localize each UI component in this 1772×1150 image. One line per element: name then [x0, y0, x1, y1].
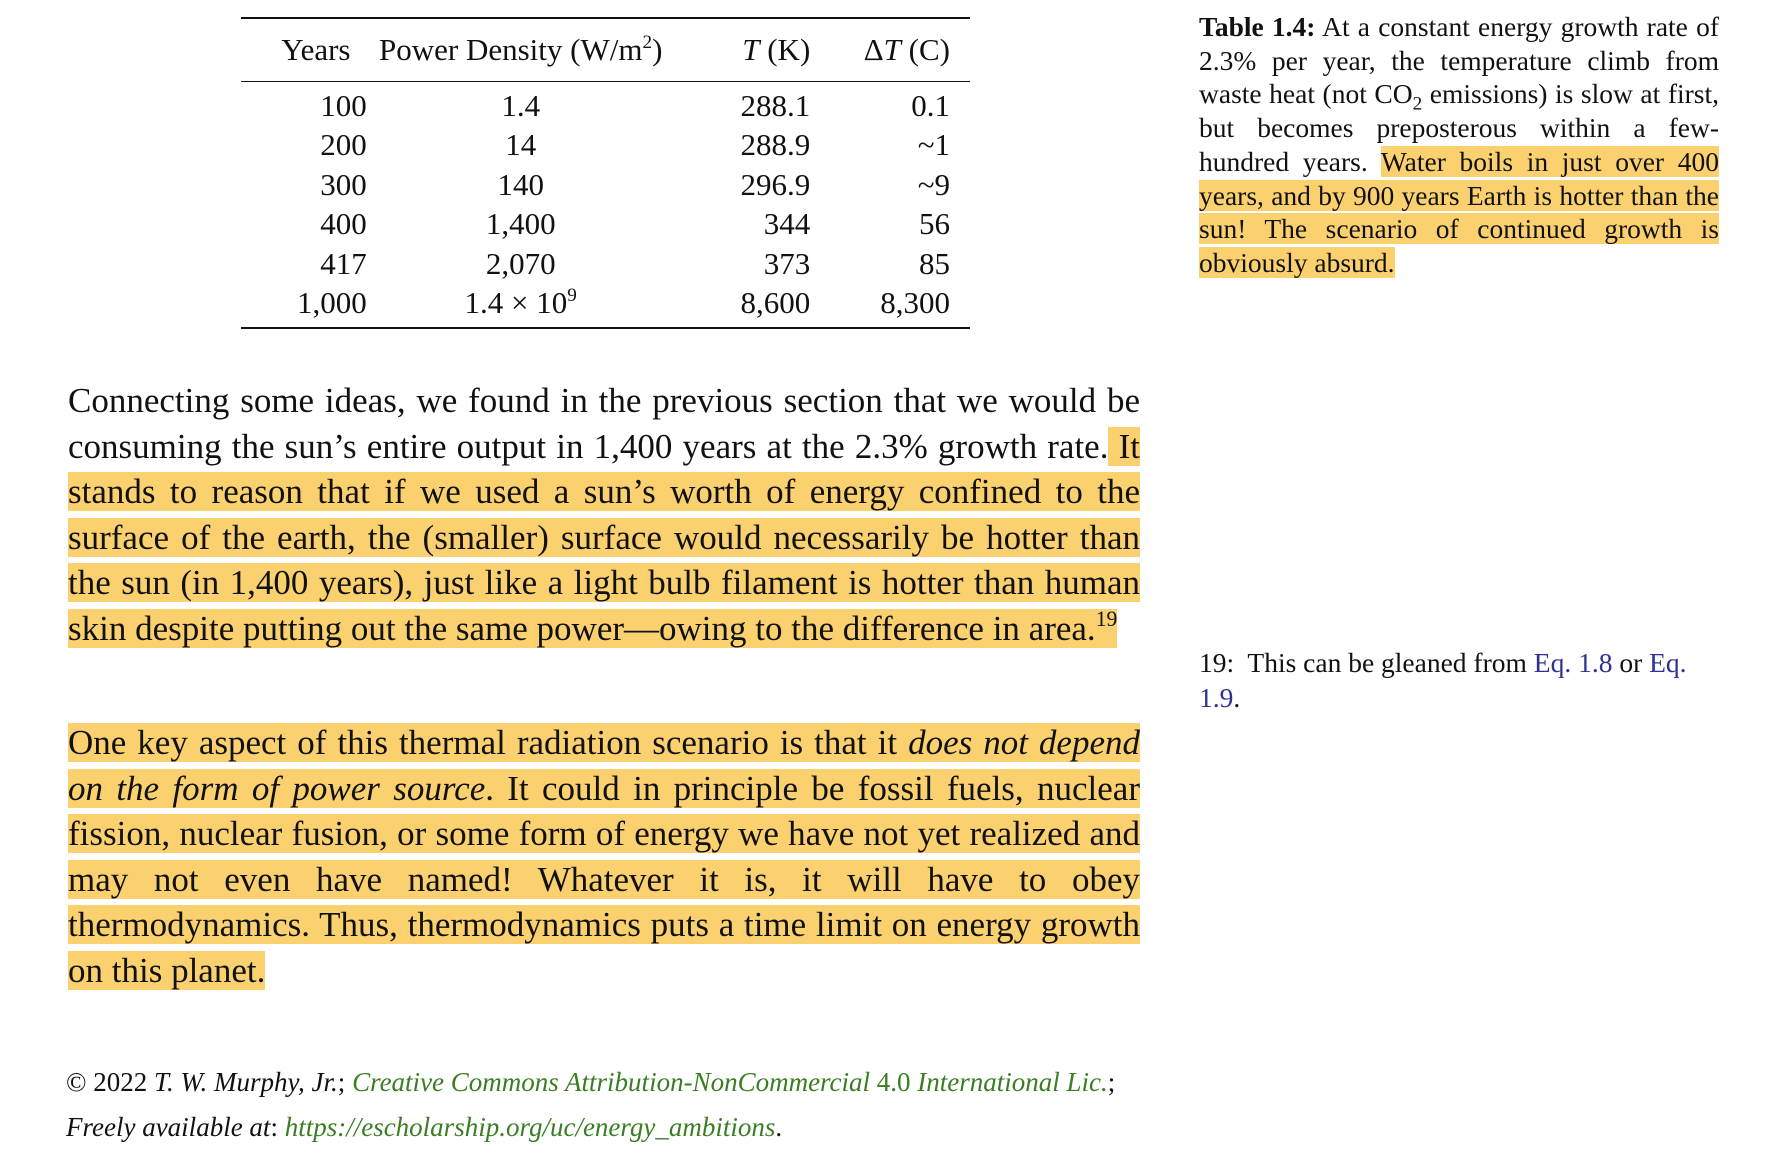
cell-delta: 85 — [919, 245, 950, 281]
sidenote-19: 19: This can be gleaned from Eq. 1.8 or Eq. 1.9. — [1199, 647, 1687, 713]
table-header-row — [241, 18, 970, 82]
cell-years: 100 — [320, 87, 367, 123]
body-paragraph-2 — [68, 720, 1140, 994]
cell-delta: ~9 — [917, 166, 950, 202]
cell-temp: 288.9 — [740, 127, 811, 163]
footnote-mark-19[interactable]: 19 — [1095, 607, 1118, 632]
cell-temp: 296.9 — [740, 166, 811, 202]
paragraph-2-highlight: One key aspect of this thermal radiation scenario is that it does not depend on the form of power source. It could in principle be fossil fuels, nuclear fission, nuclear fusion, or some form of energy we have not yet realized and may not even have named! Whatever it is, it will have to obey thermodynamics. Thus, thermodynamics puts a time limit on energy growth on this planet. — [68, 723, 1140, 990]
body-paragraph-1 — [68, 378, 1140, 652]
cell-temp: 344 — [763, 206, 811, 242]
table-row — [241, 126, 970, 166]
cell-years: 200 — [320, 127, 367, 163]
cell-power: 14 — [505, 127, 537, 163]
cell-years: 417 — [320, 245, 367, 281]
header-temperature: T (K) — [742, 32, 811, 67]
cell-delta: ~1 — [917, 127, 950, 163]
cell-power: 1.4 — [501, 87, 541, 123]
eq-1-9-link[interactable]: Eq. 1.9 — [1199, 647, 1687, 713]
eq-1-8-link[interactable]: Eq. 1.8 — [1533, 647, 1613, 678]
footer-author: T. W. Murphy, Jr. — [154, 1067, 338, 1097]
caption-text-cont: emissions) is slow at first, but becomes preposterous within a few-hundred years. — [1199, 78, 1719, 177]
cell-delta: 0.1 — [911, 87, 950, 123]
caption-highlight: Water boils in just over 400 years, and by 900 years Earth is hotter than the sun! The scenario of continued growth is obviously absurd. — [1199, 145, 1719, 278]
header-power-density: Power Density $(W/m^2)$ — [379, 31, 663, 67]
footer-available-label: Freely available at — [66, 1112, 271, 1142]
cell-power: 140 — [497, 166, 544, 202]
footer-line-1: © 2022 T. W. Murphy, Jr.; Creative Commons Attribution-NonCommercial 4.0 International Lic.; — [66, 1067, 1116, 1097]
caption-label: Table 1.4: — [1199, 11, 1316, 42]
paragraph-1-highlight: It stands to reason that if we used a sun’s worth of energy confined to the surface of the earth, the (smaller) surface would necessarily be hotter than the sun (in 1,400 years), just like a light bulb filament is hotter than human skin despite putting out the same power—owing to the difference in area.$^{19}$ — [68, 426, 1140, 648]
cell-delta: 56 — [919, 206, 950, 242]
cell-years: 400 — [320, 206, 367, 242]
caption-text: At a constant energy growth rate of 2.3% per year, the temperature climb from waste heat (not CO — [1199, 11, 1719, 110]
temperature-table — [241, 17, 970, 329]
sidenote-number: 19: — [1199, 647, 1235, 678]
cell-power: $1.4 \times 10^9$ — [464, 284, 577, 321]
header-delta-temperature: ΔT (C) — [863, 32, 950, 67]
cell-temp: 288.1 — [740, 87, 811, 123]
sidenote-text: This can be gleaned from — [1247, 647, 1534, 678]
paragraph-1-text: Connecting some ideas, we found in the previous section that we would be consuming the sun’s entire output in 1,400 years at the 2.3% growth rate. — [68, 381, 1140, 466]
cell-power: 1,400 — [485, 206, 556, 242]
table-row — [241, 244, 970, 284]
cell-years: 300 — [320, 166, 367, 202]
cell-delta: 8,300 — [880, 285, 950, 321]
license-link[interactable]: Creative Commons Attribution-NonCommercial 4.0 International Lic. — [352, 1067, 1108, 1097]
escholarship-link[interactable]: https://escholarship.org/uc/energy_ambitions — [284, 1112, 776, 1142]
table-row — [241, 82, 970, 126]
paragraph-2-emphasis: does not depend on the form of power source — [68, 723, 1140, 808]
footer-line-2: Freely available at: https://escholarship.org/uc/energy_ambitions. — [66, 1112, 783, 1142]
cell-temp: 373 — [763, 245, 811, 281]
cell-years: 1,000 — [297, 285, 367, 321]
table-caption: Table 1.4: At a constant energy growth rate of 2.3% per year, the temperature climb from waste heat (not $CO_2$ emissions) is slow at first, but becomes preposterous within a few-hundred years. Water boils in just over 400 years, and by 900 years Earth is hotter than the sun! The scenario of continued growth is obviously absurd. — [1199, 11, 1719, 278]
header-years: Years — [281, 32, 351, 67]
page-footer — [66, 1060, 1206, 1150]
cell-temp: 8,600 — [740, 285, 811, 321]
table-row — [241, 205, 970, 245]
table-row — [241, 284, 970, 329]
table-row — [241, 165, 970, 205]
cell-power: 2,070 — [485, 245, 556, 281]
